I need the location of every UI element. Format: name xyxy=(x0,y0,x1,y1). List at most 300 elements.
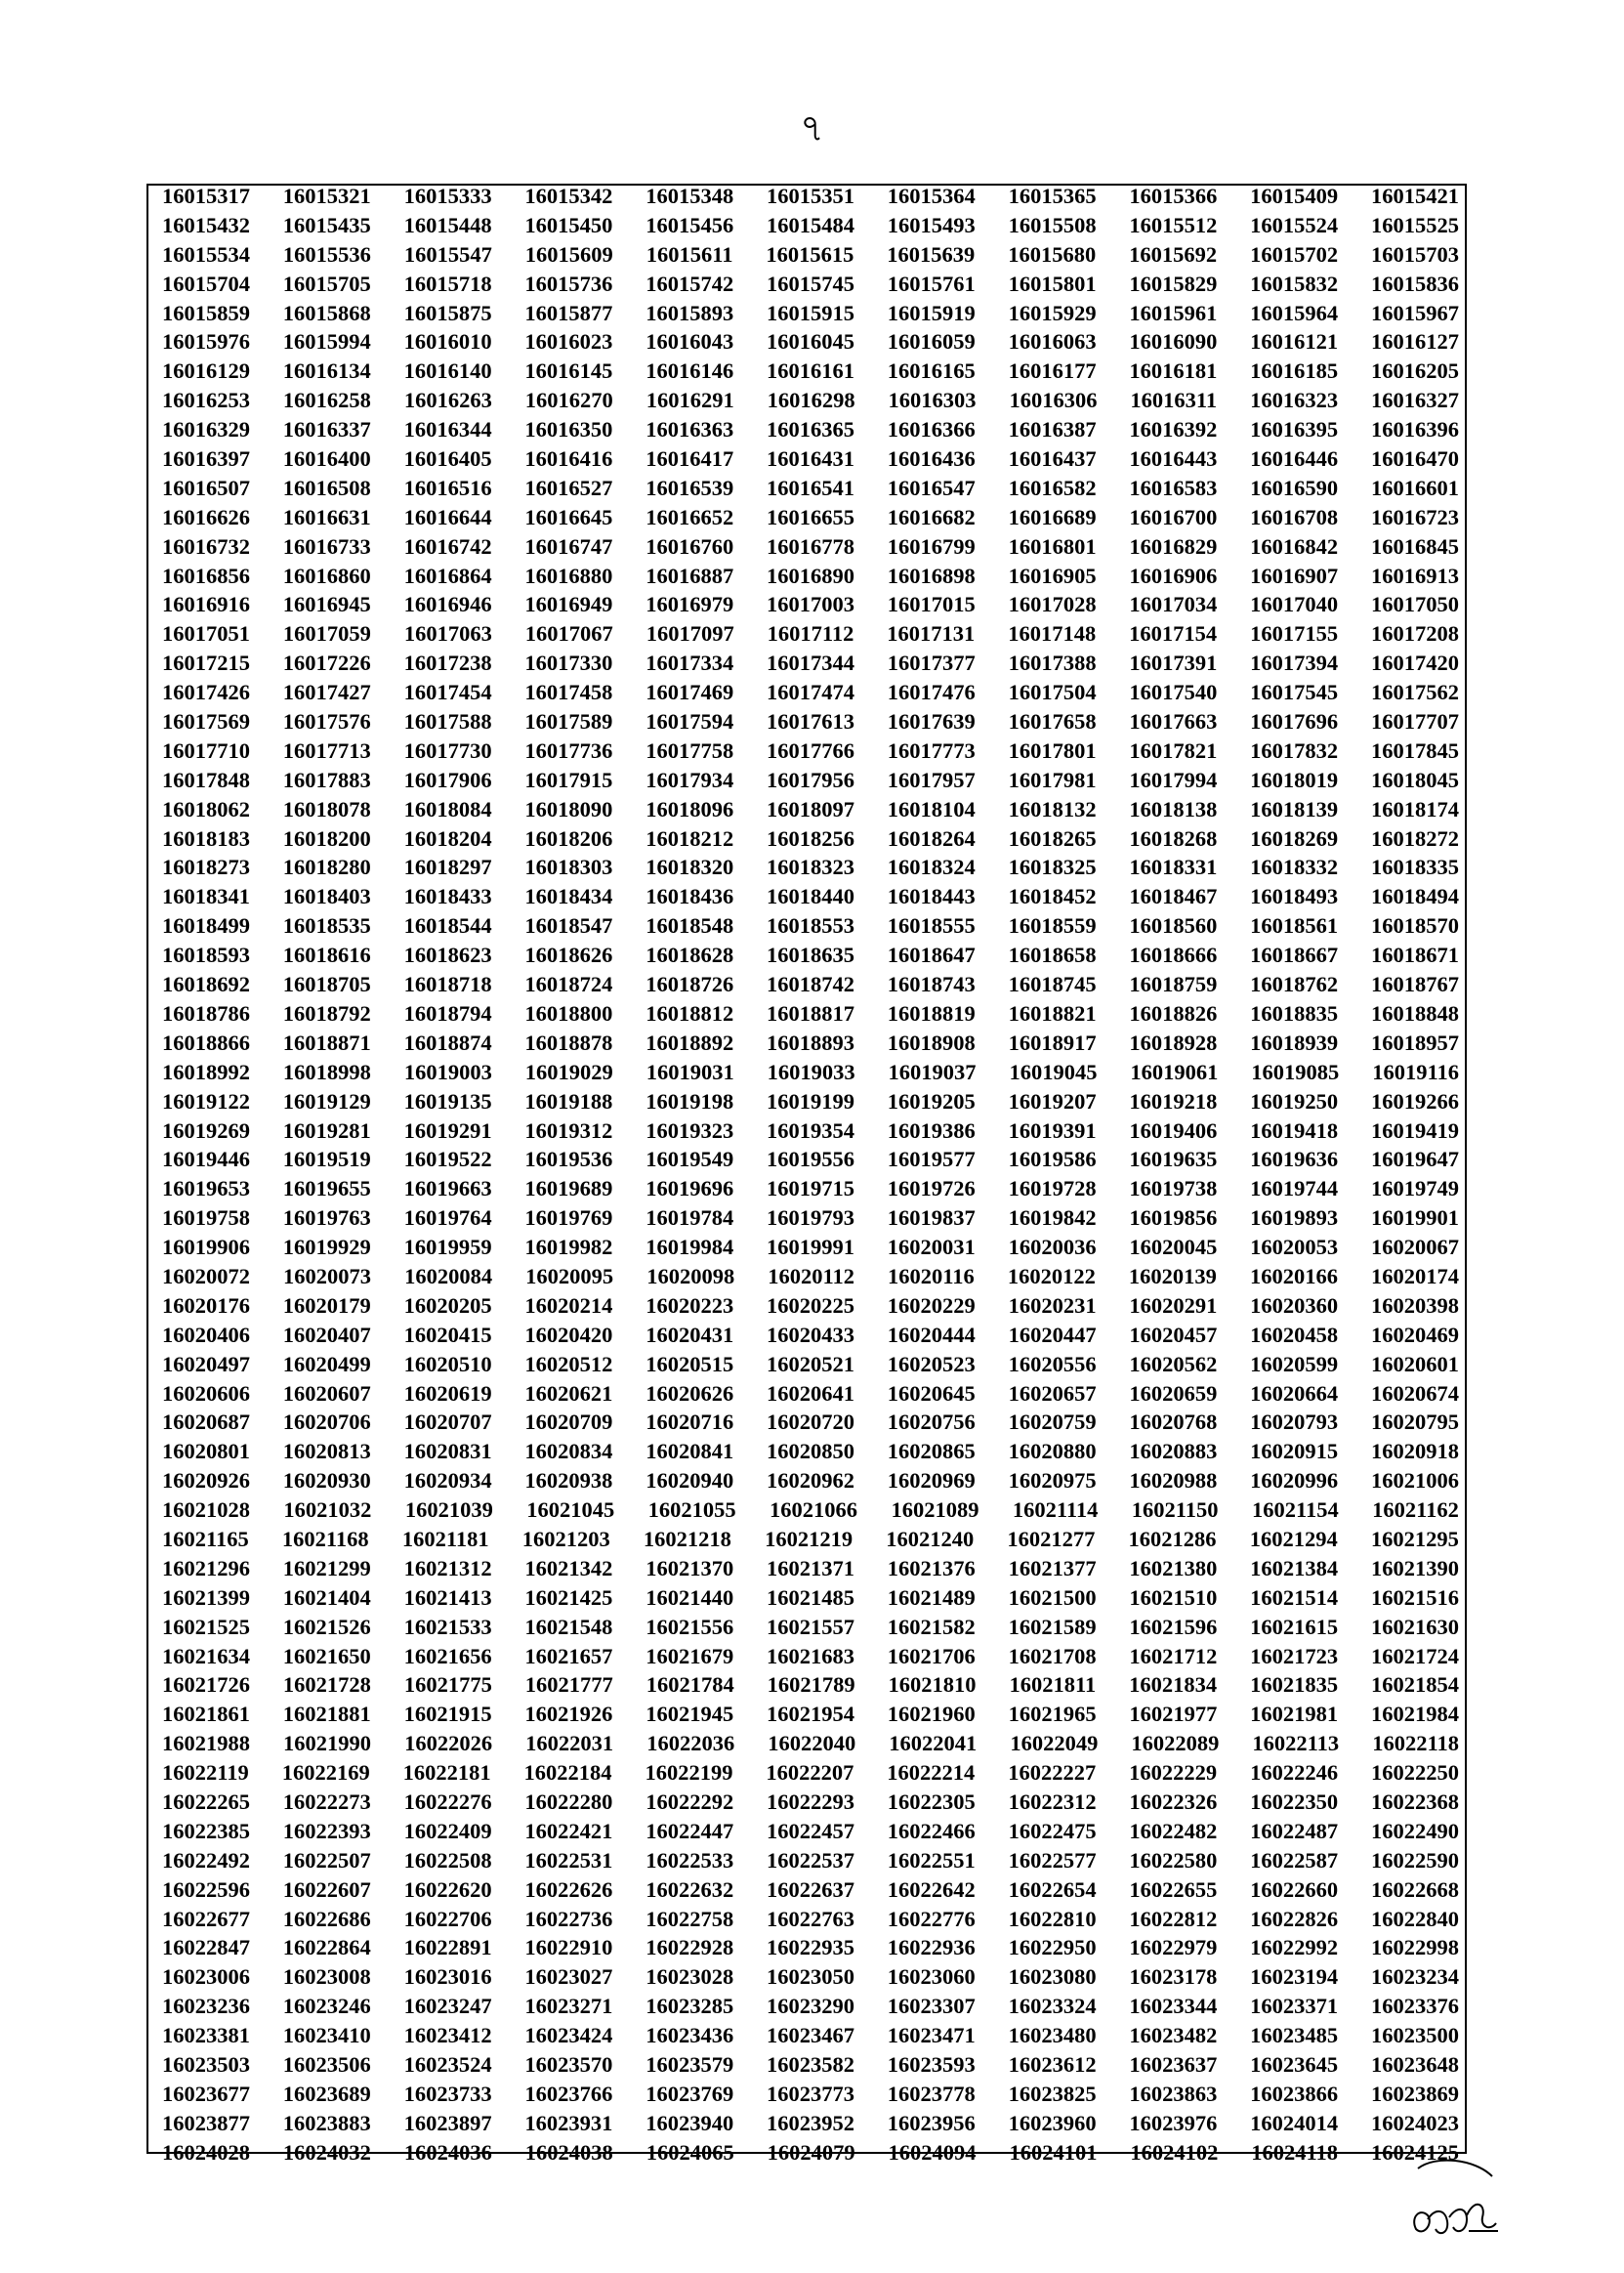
roll-number: 16015547 xyxy=(403,241,492,267)
roll-number: 16021045 xyxy=(526,1497,615,1523)
roll-number: 16018090 xyxy=(524,796,613,821)
roll-number: 16018096 xyxy=(645,796,734,821)
roll-number: 16019856 xyxy=(1129,1205,1218,1231)
roll-number: 16019354 xyxy=(766,1117,854,1143)
roll-number: 16020031 xyxy=(887,1235,976,1260)
roll-number: 16021510 xyxy=(1129,1584,1218,1610)
roll-row xyxy=(156,1350,1465,1379)
roll-number: 16018745 xyxy=(1008,972,1097,997)
roll-row xyxy=(156,707,1465,737)
roll-number: 16022936 xyxy=(887,1935,976,1960)
roll-number: 16018658 xyxy=(1008,943,1097,968)
roll-number: 16017426 xyxy=(162,680,250,705)
roll-number: 16021810 xyxy=(888,1672,977,1698)
roll-number: 16021650 xyxy=(282,1643,371,1668)
roll-number: 16020398 xyxy=(1370,1292,1459,1318)
roll-number: 16015456 xyxy=(645,212,734,237)
roll-number: 16017981 xyxy=(1008,767,1097,792)
roll-row xyxy=(156,270,1465,299)
roll-number: 16022531 xyxy=(524,1847,613,1873)
roll-row xyxy=(156,211,1465,240)
roll-number: 16022049 xyxy=(1010,1731,1099,1756)
roll-number: 16019446 xyxy=(162,1147,250,1172)
roll-number: 16020962 xyxy=(766,1468,854,1494)
roll-number: 16022031 xyxy=(525,1731,614,1756)
roll-row xyxy=(156,1058,1465,1087)
roll-number: 16021945 xyxy=(645,1702,734,1727)
roll-number: 16021240 xyxy=(886,1526,975,1551)
roll-number: 16020360 xyxy=(1250,1292,1339,1318)
roll-number: 16017040 xyxy=(1250,592,1339,617)
roll-number: 16019406 xyxy=(1129,1117,1218,1143)
roll-number: 16023008 xyxy=(282,1964,371,1990)
roll-number: 16022935 xyxy=(766,1935,854,1960)
roll-number: 16021726 xyxy=(162,1672,250,1698)
roll-number: 16016880 xyxy=(524,563,613,588)
roll-number: 16020969 xyxy=(887,1468,976,1494)
roll-number: 16022113 xyxy=(1252,1731,1340,1756)
roll-number: 16024023 xyxy=(1370,2110,1459,2135)
roll-number: 16016913 xyxy=(1370,563,1459,588)
roll-number: 16018819 xyxy=(887,1000,976,1026)
roll-number: 16015801 xyxy=(1008,271,1097,296)
roll-number: 16018555 xyxy=(887,913,976,939)
roll-number: 16018341 xyxy=(162,884,250,909)
roll-number: 16019764 xyxy=(403,1205,492,1231)
roll-number: 16020122 xyxy=(1007,1263,1096,1288)
roll-number: 16020499 xyxy=(282,1351,371,1376)
roll-number: 16015832 xyxy=(1250,271,1339,296)
roll-number: 16018325 xyxy=(1008,855,1097,880)
roll-row xyxy=(156,1817,1465,1846)
roll-row xyxy=(156,853,1465,882)
roll-number: 16021165 xyxy=(162,1526,249,1551)
roll-number: 16018132 xyxy=(1008,796,1097,821)
roll-number: 16019250 xyxy=(1250,1088,1339,1114)
roll-number: 16022508 xyxy=(403,1847,492,1873)
roll-number: 16015512 xyxy=(1129,212,1218,237)
roll-number: 16015718 xyxy=(403,271,492,296)
roll-number: 16018800 xyxy=(524,1000,613,1026)
roll-number: 16018998 xyxy=(282,1059,371,1084)
roll-number: 16021723 xyxy=(1250,1643,1339,1668)
roll-number: 16022457 xyxy=(766,1818,854,1843)
roll-number: 16020116 xyxy=(888,1263,975,1288)
roll-number: 16015964 xyxy=(1250,300,1339,325)
roll-number: 16023766 xyxy=(524,2081,613,2106)
roll-number: 16015611 xyxy=(645,241,733,267)
roll-number: 16018269 xyxy=(1250,825,1339,851)
roll-number: 16017906 xyxy=(403,767,492,792)
roll-number: 16018742 xyxy=(766,972,854,997)
roll-number: 16015366 xyxy=(1129,184,1218,208)
roll-number: 16019198 xyxy=(645,1088,734,1114)
roll-number: 16023500 xyxy=(1370,2023,1459,2048)
roll-number: 16022199 xyxy=(645,1760,733,1786)
roll-number: 16020850 xyxy=(766,1439,854,1464)
roll-number: 16018273 xyxy=(162,855,250,880)
roll-number: 16019218 xyxy=(1129,1088,1218,1114)
roll-number: 16017504 xyxy=(1008,680,1097,705)
roll-number: 16017766 xyxy=(766,737,854,763)
roll-row xyxy=(156,2050,1465,2080)
roll-number: 16020674 xyxy=(1370,1380,1459,1406)
roll-number: 16015321 xyxy=(282,184,371,208)
roll-number: 16016949 xyxy=(524,592,613,617)
roll-number: 16019129 xyxy=(282,1088,371,1114)
roll-number: 16023645 xyxy=(1250,2052,1339,2077)
roll-number: 16020768 xyxy=(1129,1410,1218,1435)
roll-number: 16022577 xyxy=(1008,1847,1097,1873)
roll-number: 16016258 xyxy=(282,388,371,413)
roll-number: 16022293 xyxy=(766,1789,854,1814)
roll-row xyxy=(156,1466,1465,1495)
roll-number: 16017148 xyxy=(1008,621,1097,647)
roll-number: 16023612 xyxy=(1008,2052,1097,2077)
roll-number: 16018928 xyxy=(1129,1030,1218,1055)
roll-row xyxy=(156,299,1465,328)
roll-number: 16022668 xyxy=(1370,1876,1459,1902)
roll-number: 16023371 xyxy=(1250,1994,1339,2019)
roll-number: 16021706 xyxy=(887,1643,976,1668)
roll-row xyxy=(156,2109,1465,2138)
roll-number: 16018139 xyxy=(1250,796,1339,821)
roll-number: 16016263 xyxy=(403,388,492,413)
roll-number: 16020510 xyxy=(403,1351,492,1376)
roll-number: 16021299 xyxy=(282,1555,371,1580)
roll-number: 16022305 xyxy=(887,1789,976,1814)
roll-number: 16018403 xyxy=(282,884,371,909)
roll-number: 16023869 xyxy=(1370,2081,1459,2106)
roll-number: 16017377 xyxy=(887,651,976,676)
roll-number: 16017015 xyxy=(887,592,976,617)
roll-number: 16020834 xyxy=(524,1439,613,1464)
roll-number: 16016298 xyxy=(767,388,855,413)
roll-number: 16017658 xyxy=(1008,709,1097,735)
roll-number: 16016185 xyxy=(1250,358,1339,384)
signature-icon xyxy=(1406,2159,1553,2252)
roll-row xyxy=(156,357,1465,386)
roll-number: 16015736 xyxy=(524,271,613,296)
roll-number: 16024065 xyxy=(645,2139,734,2165)
roll-number: 16019556 xyxy=(766,1147,854,1172)
roll-number: 16019266 xyxy=(1370,1088,1459,1114)
roll-row xyxy=(156,415,1465,444)
roll-number: 16020229 xyxy=(887,1292,976,1318)
roll-number: 16016253 xyxy=(162,388,250,413)
roll-number: 16016541 xyxy=(766,475,854,500)
roll-number: 16020458 xyxy=(1250,1322,1339,1347)
roll-number: 16021981 xyxy=(1250,1702,1339,1727)
roll-number: 16018826 xyxy=(1129,1000,1218,1026)
roll-number: 16017594 xyxy=(645,709,734,735)
roll-number: 16018264 xyxy=(887,825,976,851)
roll-number: 16019793 xyxy=(766,1205,854,1231)
roll-number: 16023285 xyxy=(645,1994,734,2019)
roll-row xyxy=(156,1087,1465,1116)
roll-number: 16023883 xyxy=(282,2110,371,2135)
roll-number: 16022041 xyxy=(889,1731,978,1756)
roll-number: 16018019 xyxy=(1250,767,1339,792)
roll-number: 16017821 xyxy=(1129,737,1218,763)
roll-number: 16017469 xyxy=(645,680,734,705)
roll-number: 16016601 xyxy=(1370,475,1459,500)
roll-number: 16016323 xyxy=(1250,388,1339,413)
roll-number: 16015525 xyxy=(1370,212,1459,237)
roll-number: 16023956 xyxy=(887,2110,976,2135)
roll-number: 16017226 xyxy=(282,651,371,676)
roll-number: 16022758 xyxy=(645,1906,734,1931)
roll-number: 16019738 xyxy=(1129,1176,1218,1201)
roll-number: 16015967 xyxy=(1370,300,1459,325)
roll-number: 16015615 xyxy=(766,241,854,267)
roll-number: 16015680 xyxy=(1008,241,1097,267)
roll-number: 16019959 xyxy=(403,1235,492,1260)
roll-number: 16022620 xyxy=(403,1876,492,1902)
roll-number: 16015875 xyxy=(403,300,492,325)
roll-number: 16018908 xyxy=(887,1030,976,1055)
roll-number: 16020223 xyxy=(645,1292,734,1318)
roll-number: 16023424 xyxy=(524,2023,613,2048)
roll-number: 16019689 xyxy=(524,1176,613,1201)
roll-number: 16021548 xyxy=(524,1614,613,1639)
roll-number: 16018892 xyxy=(645,1030,734,1055)
roll-number: 16015365 xyxy=(1008,184,1097,208)
roll-number: 16021390 xyxy=(1370,1555,1459,1580)
roll-number: 16020512 xyxy=(524,1351,613,1376)
roll-number: 16018561 xyxy=(1250,913,1339,939)
roll-number: 16021489 xyxy=(887,1584,976,1610)
roll-number: 16016645 xyxy=(524,504,613,529)
roll-number: 16016898 xyxy=(887,563,976,588)
roll-number: 16018718 xyxy=(403,972,492,997)
roll-row xyxy=(156,532,1465,562)
roll-number: 16018206 xyxy=(524,825,613,851)
roll-number: 16020112 xyxy=(768,1263,854,1288)
roll-number: 16016363 xyxy=(645,417,734,442)
roll-number: 16022642 xyxy=(887,1876,976,1902)
roll-number: 16022229 xyxy=(1129,1760,1218,1786)
roll-number: 16022385 xyxy=(162,1818,250,1843)
roll-number: 16017915 xyxy=(524,767,613,792)
roll-number: 16019984 xyxy=(645,1235,734,1260)
roll-number: 16016405 xyxy=(403,446,492,472)
roll-number: 16023637 xyxy=(1129,2052,1218,2077)
roll-row xyxy=(156,1933,1465,1962)
roll-number: 16021789 xyxy=(767,1672,855,1698)
roll-number: 16021984 xyxy=(1370,1702,1459,1727)
roll-number: 16020756 xyxy=(887,1410,976,1435)
roll-number: 16018331 xyxy=(1129,855,1218,880)
roll-number: 16018939 xyxy=(1250,1030,1339,1055)
roll-number: 16016392 xyxy=(1129,417,1218,442)
roll-number: 16020801 xyxy=(162,1439,250,1464)
roll-number: 16015704 xyxy=(162,271,250,296)
roll-number: 16019037 xyxy=(888,1059,977,1084)
roll-number: 16021485 xyxy=(766,1584,854,1610)
roll-row xyxy=(156,649,1465,678)
roll-number: 16022810 xyxy=(1008,1906,1097,1931)
roll-row xyxy=(156,1203,1465,1233)
roll-number: 16020176 xyxy=(162,1292,250,1318)
roll-number: 16017051 xyxy=(162,621,250,647)
roll-number: 16016527 xyxy=(524,475,613,500)
roll-number: 16016329 xyxy=(162,417,250,442)
roll-number: 16022979 xyxy=(1129,1935,1218,1960)
roll-number: 16019291 xyxy=(403,1117,492,1143)
roll-number: 16016582 xyxy=(1008,475,1097,500)
roll-number: 16015929 xyxy=(1008,300,1097,325)
roll-number: 16019188 xyxy=(524,1088,613,1114)
roll-row xyxy=(156,824,1465,854)
roll-number: 16019647 xyxy=(1370,1147,1459,1172)
roll-number: 16016146 xyxy=(645,358,734,384)
roll-number: 16015893 xyxy=(645,300,734,325)
roll-number: 16016344 xyxy=(403,417,492,442)
roll-number: 16017334 xyxy=(645,651,734,676)
roll-number: 16023060 xyxy=(887,1964,976,1990)
roll-number: 16019312 xyxy=(524,1117,613,1143)
roll-number: 16022421 xyxy=(524,1818,613,1843)
roll-number: 16016350 xyxy=(524,417,613,442)
roll-number: 16022590 xyxy=(1370,1847,1459,1873)
roll-number: 16020996 xyxy=(1250,1468,1339,1494)
roll-number: 16023952 xyxy=(766,2110,854,2135)
roll-number: 16022214 xyxy=(887,1760,976,1786)
roll-number: 16018078 xyxy=(282,796,371,821)
roll-row xyxy=(156,182,1465,211)
roll-number: 16020415 xyxy=(403,1322,492,1347)
roll-row xyxy=(156,1962,1465,1992)
roll-number: 16015829 xyxy=(1129,271,1218,296)
roll-number: 16020759 xyxy=(1008,1410,1097,1435)
roll-number: 16021728 xyxy=(282,1672,371,1698)
roll-number: 16015524 xyxy=(1250,212,1339,237)
roll-number: 16018553 xyxy=(766,913,854,939)
roll-number: 16017154 xyxy=(1129,621,1218,647)
roll-number: 16023246 xyxy=(282,1994,371,2019)
roll-row xyxy=(156,1321,1465,1350)
roll-number: 16018174 xyxy=(1370,796,1459,821)
roll-number: 16015761 xyxy=(887,271,976,296)
roll-number: 16015609 xyxy=(524,241,613,267)
roll-row xyxy=(156,2080,1465,2109)
roll-number: 16021294 xyxy=(1249,1526,1338,1551)
roll-number: 16017707 xyxy=(1370,709,1459,735)
roll-number: 16024014 xyxy=(1250,2110,1339,2135)
roll-number: 16020938 xyxy=(524,1468,613,1494)
roll-number: 16016270 xyxy=(524,388,613,413)
roll-number: 16015836 xyxy=(1370,271,1459,296)
roll-number: 16018616 xyxy=(282,943,371,968)
roll-number: 16017545 xyxy=(1250,680,1339,705)
roll-number: 16019207 xyxy=(1008,1088,1097,1114)
roll-number: 16023506 xyxy=(282,2052,371,2077)
roll-number: 16020098 xyxy=(646,1263,735,1288)
roll-number: 16020813 xyxy=(282,1439,371,1464)
roll-number: 16020523 xyxy=(887,1351,976,1376)
roll-number: 16016043 xyxy=(645,329,734,355)
page-number: ৭ xyxy=(800,108,824,149)
roll-number: 16016906 xyxy=(1129,563,1218,588)
roll-number: 16023877 xyxy=(162,2110,250,2135)
roll-number: 16021154 xyxy=(1251,1497,1339,1523)
roll-number: 16017957 xyxy=(887,767,976,792)
roll-number: 16015484 xyxy=(766,212,854,237)
roll-number: 16016396 xyxy=(1370,417,1459,442)
roll-row xyxy=(156,1875,1465,1905)
roll-number: 16021380 xyxy=(1129,1555,1218,1580)
roll-number: 16016887 xyxy=(645,563,734,588)
roll-number: 16018957 xyxy=(1370,1030,1459,1055)
roll-number: 16023976 xyxy=(1129,2110,1218,2135)
roll-number: 16016842 xyxy=(1250,533,1339,559)
roll-number: 16017639 xyxy=(887,709,976,735)
roll-number: 16017576 xyxy=(282,709,371,735)
roll-number: 16017427 xyxy=(282,680,371,705)
roll-number: 16016907 xyxy=(1250,563,1339,588)
roll-number: 16018705 xyxy=(282,972,371,997)
roll-number: 16022026 xyxy=(404,1731,493,1756)
roll-number: 16023324 xyxy=(1008,1994,1097,2019)
roll-number: 16021596 xyxy=(1129,1614,1218,1639)
roll-number: 16023778 xyxy=(887,2081,976,2106)
roll-number: 16016431 xyxy=(766,446,854,472)
roll-number: 16023471 xyxy=(887,2023,976,2048)
roll-number: 16020406 xyxy=(162,1322,250,1347)
roll-number: 16016181 xyxy=(1129,358,1218,384)
roll-number: 16016760 xyxy=(645,533,734,559)
roll-number: 16020205 xyxy=(403,1292,492,1318)
roll-number: 16022763 xyxy=(766,1906,854,1931)
roll-number: 16021162 xyxy=(1372,1497,1459,1523)
roll-number: 16022864 xyxy=(282,1935,371,1960)
roll-number: 16018917 xyxy=(1008,1030,1097,1055)
roll-number: 16021277 xyxy=(1007,1526,1096,1551)
roll-number: 16020599 xyxy=(1250,1351,1339,1376)
roll-number: 16018628 xyxy=(645,943,734,968)
roll-number: 16019635 xyxy=(1129,1147,1218,1172)
roll-number: 16017067 xyxy=(524,621,613,647)
roll-number: 16017588 xyxy=(403,709,492,735)
roll-number: 16021370 xyxy=(645,1555,734,1580)
roll-number: 16021954 xyxy=(766,1702,854,1727)
roll-number: 16017155 xyxy=(1250,621,1339,647)
roll-number: 16021854 xyxy=(1370,1672,1459,1698)
roll-number-table xyxy=(156,182,1465,2168)
roll-number: 16015536 xyxy=(282,241,371,267)
roll-number: 16019135 xyxy=(403,1088,492,1114)
roll-number: 16021679 xyxy=(645,1643,734,1668)
roll-number: 16021988 xyxy=(162,1731,250,1756)
roll-number: 16020291 xyxy=(1129,1292,1218,1318)
roll-row xyxy=(156,1116,1465,1146)
roll-number: 16022891 xyxy=(403,1935,492,1960)
roll-row xyxy=(156,1145,1465,1174)
roll-number: 16024094 xyxy=(888,2139,977,2165)
roll-number: 16020457 xyxy=(1129,1322,1218,1347)
roll-number: 16019269 xyxy=(162,1117,250,1143)
roll-row xyxy=(156,882,1465,911)
roll-number: 16019653 xyxy=(162,1176,250,1201)
roll-number: 16021990 xyxy=(283,1731,372,1756)
roll-number: 16020045 xyxy=(1129,1235,1218,1260)
roll-number: 16018786 xyxy=(162,1000,250,1026)
roll-number: 16022292 xyxy=(645,1789,734,1814)
roll-number: 16022928 xyxy=(645,1935,734,1960)
roll-number: 16019744 xyxy=(1250,1176,1339,1201)
roll-number: 16022812 xyxy=(1129,1906,1218,1931)
